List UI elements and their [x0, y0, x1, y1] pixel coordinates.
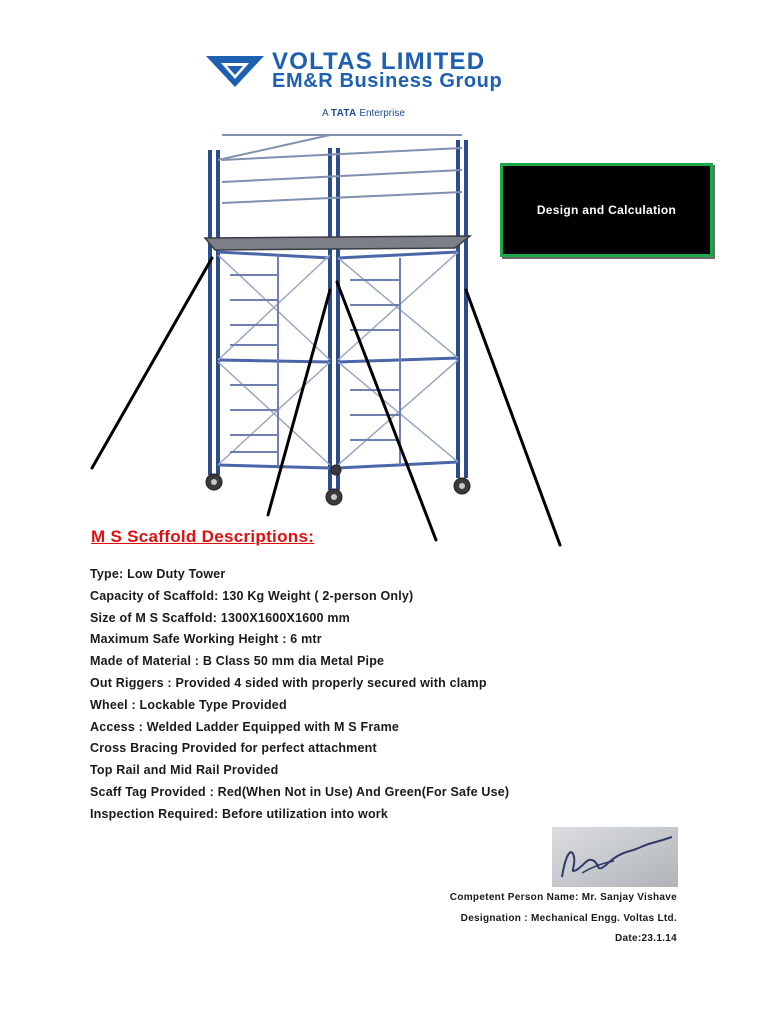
spec-material: Made of Material : B Class 50 mm dia Metal Pipe: [90, 654, 385, 669]
competent-person-name: Competent Person Name: Mr. Sanjay Vishave: [449, 892, 677, 903]
spec-wheel: Wheel : Lockable Type Provided: [90, 697, 287, 712]
signoff-date: Date:23.1.14: [615, 933, 677, 944]
business-group-name: EM&R Business Group: [272, 70, 503, 92]
designation: Designation : Mechanical Engg. Voltas Ltd.: [460, 912, 677, 924]
design-box-label: Design and Calculation: [536, 203, 677, 217]
spec-rails: Top Rail and Mid Rail Provided: [90, 763, 279, 778]
handwritten-signature: [552, 827, 678, 887]
design-and-calculation-box: [500, 163, 713, 257]
spec-cross-bracing: Cross Bracing Provided for perfect attachment: [90, 741, 377, 756]
company-name: VOLTAS LIMITED: [272, 48, 486, 75]
spec-scaff-tag: Scaff Tag Provided : Red(When Not in Use) And Green(For Safe Use): [90, 784, 510, 799]
spec-out-riggers: Out Riggers : Provided 4 sided with properly secured with clamp: [90, 675, 487, 690]
spec-inspection: Inspection Required: Before utilization into work: [90, 806, 389, 821]
tagline-brand: TATA: [330, 108, 357, 119]
spec-access: Access : Welded Ladder Equipped with M S Frame: [90, 719, 400, 734]
spec-type: Type: Low Duty Tower: [90, 567, 226, 581]
spec-size: Size of M S Scaffold: 1300X1600X1600 mm: [90, 610, 350, 625]
spec-max-height: Maximum Safe Working Height : 6 mtr: [90, 632, 322, 647]
tagline-suffix: Enterprise: [359, 108, 405, 119]
tagline-prefix: A: [322, 108, 329, 119]
scaffold-spec-list: [90, 567, 509, 829]
descriptions-heading: M S Scaffold Descriptions:: [91, 527, 315, 546]
spec-capacity: Capacity of Scaffold: 130 Kg Weight ( 2-person Only): [90, 588, 414, 603]
signoff-block: [450, 892, 677, 954]
